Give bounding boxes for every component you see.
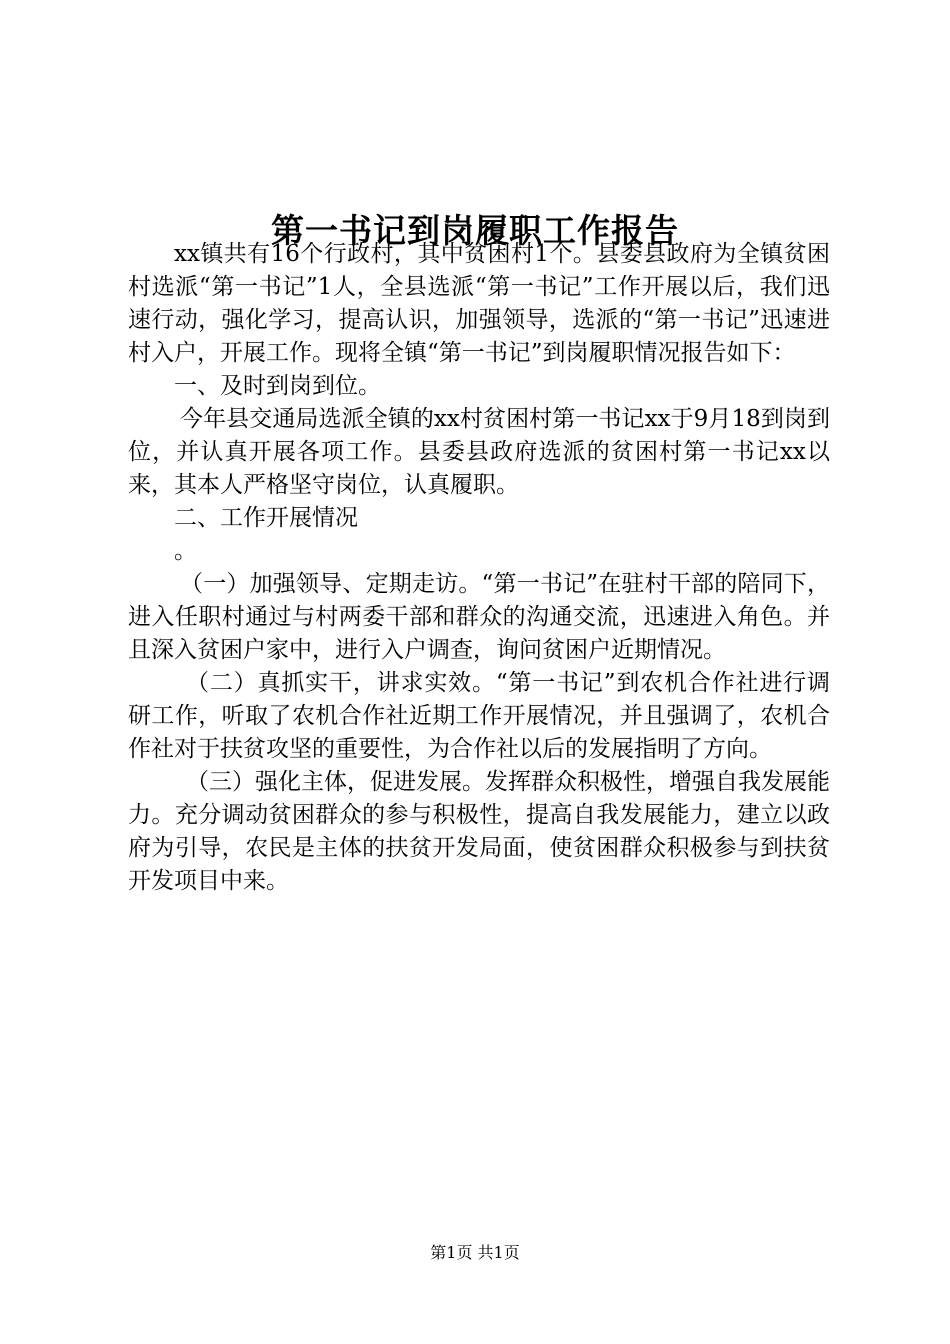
item-3-paragraph: （三）强化主体，促进发展。发挥群众积极性，增强自我发展能力。充分调动贫困群众的参与积极性，提高自我发展能力，建立以政府为引导，农民是主体的扶贫开发局面，使贫困群众积极参与到扶贫开发项目中来。 [128, 769, 830, 894]
stray-punctuation-line: 。 [174, 538, 197, 564]
section-heading-1: 一、及时到岗到位。 [174, 373, 381, 399]
intro-paragraph: xx镇共有16个行政村，其中贫困村1个。县委县政府为全镇贫困村选派“第一书记”1人，全县选派“第一书记”工作开展以后，我们迅速行动，强化学习，提高认识，加强领导，选派的“第一书记”迅速进村入户，开展工作。现将全镇“第一书记”到岗履职情况报告如下： [128, 241, 830, 366]
document-body [128, 238, 830, 898]
page-footer: 第1页 共1页 [430, 1243, 520, 1262]
section-1-paragraph: 今年县交通局选派全镇的xx村贫困村第一书记xx于9月18到岗到位，并认真开展各项工作。县委县政府选派的贫困村第一书记xx以来，其本人严格坚守岗位，认真履职。 [128, 406, 830, 498]
document-title: 第一书记到岗履职工作报告 [271, 211, 679, 251]
item-1-paragraph: （一）加强领导、定期走访。“第一书记”在驻村干部的陪同下，进入任职村通过与村两委干部和群众的沟通交流，迅速进入角色。并且深入贫困户家中，进行入户调查，询问贫困户近期情况。 [128, 571, 830, 663]
section-heading-2: 二、工作开展情况 [174, 505, 358, 531]
item-2-paragraph: （二）真抓实干，讲求实效。“第一书记”到农机合作社进行调研工作，听取了农机合作社近期工作开展情况，并且强调了，农机合作社对于扶贫攻坚的重要性，为合作社以后的发展指明了方向。 [128, 670, 830, 762]
